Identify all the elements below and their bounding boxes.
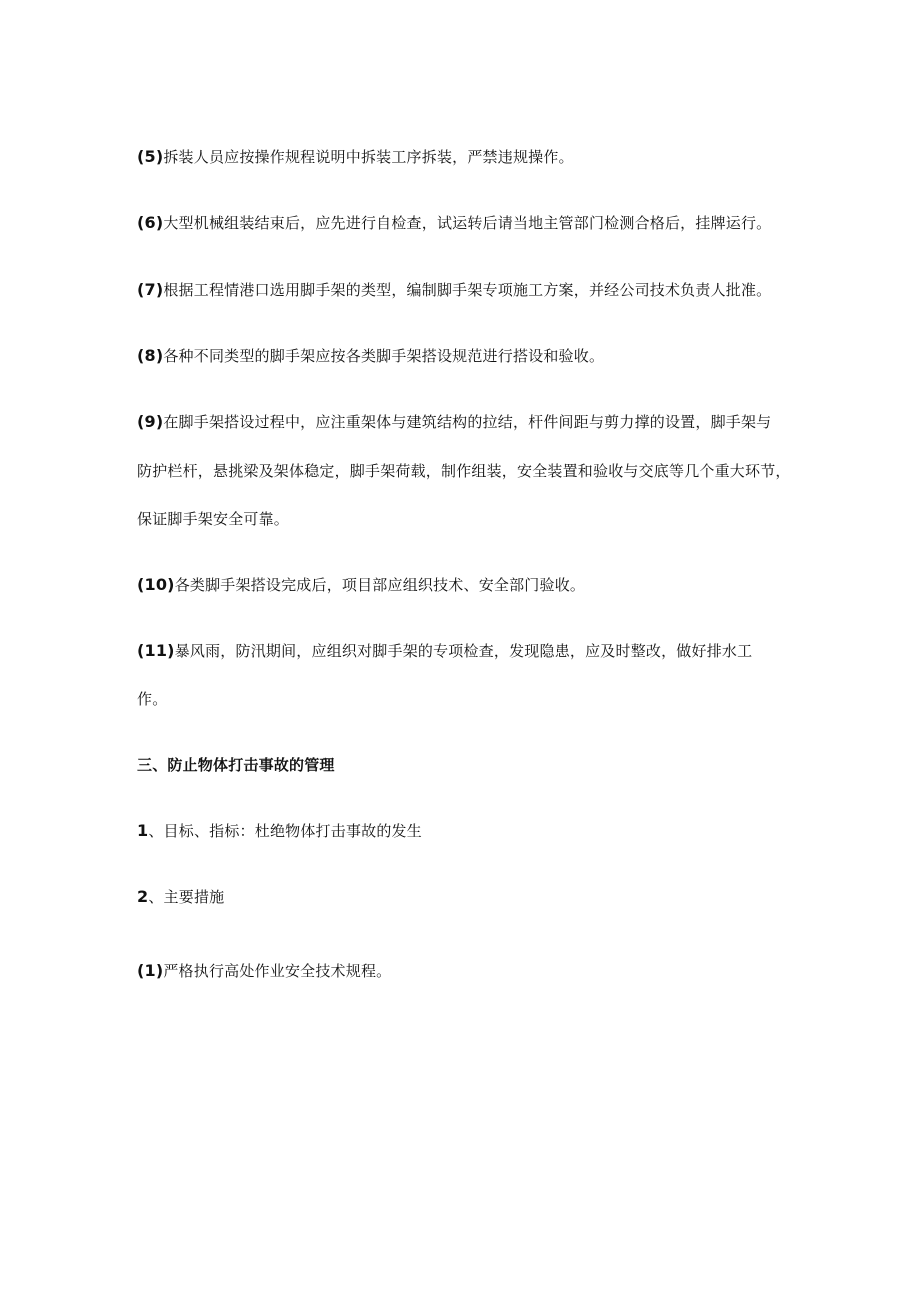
item-text: 、目标、指标：杜绝物体打击事故的发生 xyxy=(148,822,422,840)
measure-item-1 xyxy=(137,961,797,981)
paragraph-item-8 xyxy=(137,346,797,366)
item-number: (8) xyxy=(137,346,164,365)
item-number: (9) xyxy=(137,412,164,431)
paragraph-item-10 xyxy=(137,575,797,595)
item-text: 根据工程情港口选用脚手架的类型，编制脚手架专项施工方案，并经公司技术负责人批准。 xyxy=(163,281,772,299)
paragraph-item-7 xyxy=(137,280,797,300)
paragraph-item-9-continued xyxy=(137,509,797,529)
item-text: 拆装人员应按操作规程说明中拆装工序拆装，严禁违规操作。 xyxy=(163,148,574,166)
item-number: (1) xyxy=(137,961,164,980)
paragraph-item-5 xyxy=(137,147,797,167)
item-text: 严格执行高处作业安全技术规程。 xyxy=(163,962,392,980)
paragraph-item-9 xyxy=(137,412,797,432)
paragraph-item-11-continued xyxy=(137,689,797,709)
item-number: (11) xyxy=(137,641,175,660)
item-text: 作。 xyxy=(137,690,168,708)
item-text: 保证脚手架安全可靠。 xyxy=(137,510,290,528)
item-text: 大型机械组装结束后，应先进行自检查，试运转后请当地主管部门检测合格后，挂牌运行。 xyxy=(163,214,772,232)
item-number: (5) xyxy=(137,147,164,166)
item-text: 各类脚手架搭设完成后，项目部应组织技术、安全部门验收。 xyxy=(174,576,586,594)
paragraph-item-9-continued xyxy=(137,461,797,481)
item-text: 各种不同类型的脚手架应按各类脚手架搭设规范进行搭设和验收。 xyxy=(163,347,605,365)
paragraph-item-11 xyxy=(137,641,797,661)
item-number: (10) xyxy=(137,575,175,594)
item-text: 防护栏杆，悬挑梁及架体稳定，脚手架荷载，制作组装，安全装置和验收与交底等几个重大环节， xyxy=(137,462,791,480)
item-text: 暴风雨，防汛期间，应组织对脚手架的专项检查，发现隐患，应及时整改，做好排水工 xyxy=(174,642,753,660)
paragraph-item-6 xyxy=(137,213,797,233)
section-heading: 三、防止物体打击事故的管理 xyxy=(137,756,335,774)
target-line xyxy=(137,821,797,841)
item-text: 在脚手架搭设过程中，应注重架体与建筑结构的拉结，杆件间距与剪力撑的设置，脚手架与 xyxy=(163,413,772,431)
item-number: 2 xyxy=(137,887,149,906)
measures-heading xyxy=(137,887,797,907)
item-number: 1 xyxy=(137,821,149,840)
item-number: (6) xyxy=(137,213,164,232)
item-text: 、主要措施 xyxy=(148,888,225,906)
item-number: (7) xyxy=(137,280,164,299)
